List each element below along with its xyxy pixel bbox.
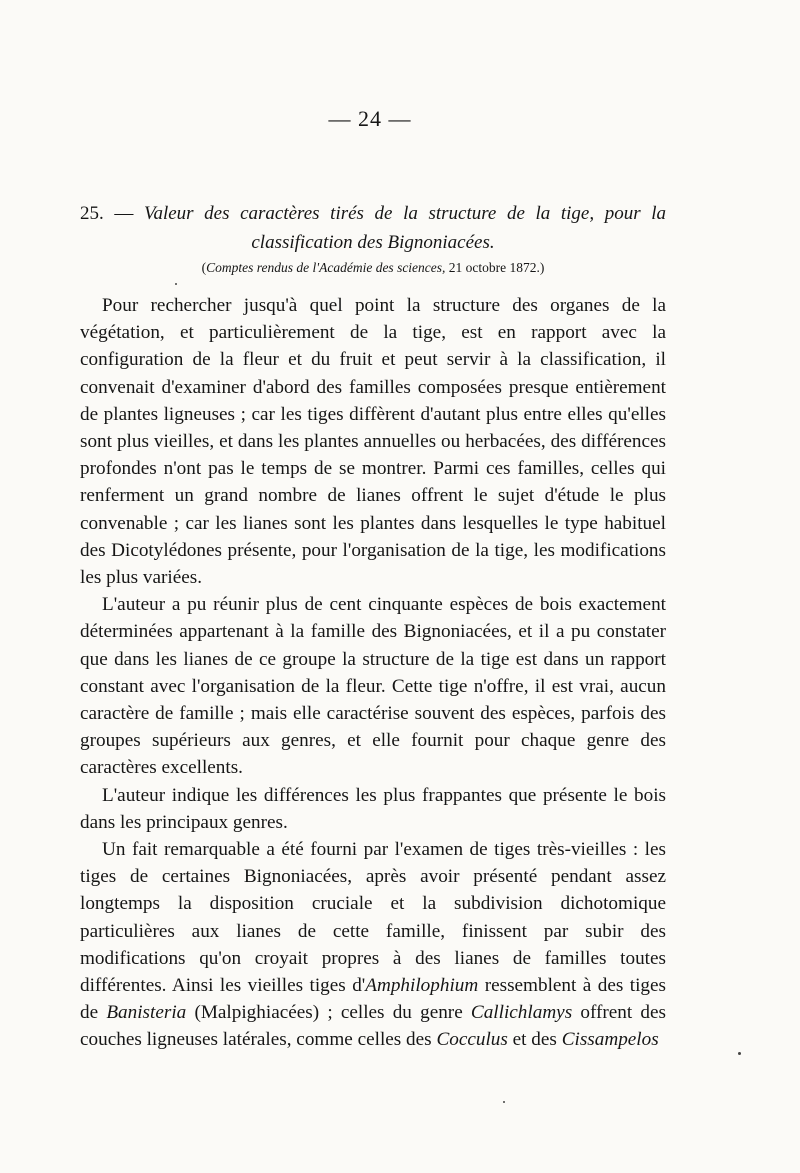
- article-heading: [80, 199, 666, 257]
- page-number: — 24 —: [328, 106, 412, 131]
- paragraph-4-text: (Malpighiacées) ; celles du genre: [186, 1002, 471, 1024]
- source-date: 21 octobre 1872.: [445, 260, 540, 275]
- source-open-paren: (: [201, 260, 207, 275]
- article-number: 25.: [80, 203, 104, 224]
- paragraph-4: [80, 836, 666, 1054]
- paper-speck: [175, 283, 177, 285]
- source-reference: [0, 260, 746, 276]
- paragraph-4-text: et des: [507, 1029, 562, 1051]
- genus-banisteria: Banisteria: [106, 1002, 187, 1024]
- genus-cocculus: Cocculus: [436, 1029, 508, 1051]
- genus-callichlamys: Callichlamys: [470, 1002, 573, 1024]
- article-title: Valeur des caractères tirés de la structure de la tige, pour la classification des Bignoniacées.: [143, 203, 666, 253]
- paragraph-4-text: ressemblent à des tiges de: [80, 975, 666, 1024]
- paragraph-2: L'auteur a pu réunir plus de cent cinquante espèces de bois exactement déterminées appartenant à la famille des Bignoniacées, et il a pu constater que dans les lianes de ce groupe la structure de la tige est dans un rapport constant avec l'organisation de la fleur. Cette tige n'offre, il est vrai, aucun caractère de famille ; mais elle caractérise souvent des espèces, parfois des groupes supérieurs aux genres, et elle fournit pour chaque genre des caractères excellents.: [80, 594, 666, 779]
- paper-speck: [503, 1101, 505, 1103]
- paragraph-1: Pour rechercher jusqu'à quel point la structure des organes de la végétation, et particulièrement de la tige, est en rapport avec la configuration de la fleur et du fruit et peut servir à la classification, il convenait d'examiner d'abord des familles composées presque entièrement de plantes ligneuses ; car les tiges diffèrent d'autant plus entre elles qu'elles sont plus vieilles, et dans les plantes annuelles ou herbacées, des différences profondes n'ont pas le temps de se montrer. Parmi ces familles, celles qui renferment un grand nombre de lianes offrent le sujet d'étude le plus convenable ; car les lianes sont les plantes dans lesquelles le type habituel des Dicotylédones présente, pour l'organisation de la tige, les modifications les plus variées.: [80, 295, 666, 589]
- paragraph-3: L'auteur indique les différences les plus frappantes que présente le bois dans les principaux genres.: [80, 784, 666, 833]
- article-body: [80, 292, 666, 1054]
- paper-speck: [738, 1052, 741, 1055]
- genus-cissampelos: Cissampelos: [561, 1029, 659, 1051]
- genus-amphilophium: Amphilophium: [365, 975, 479, 997]
- source-close-paren: ): [539, 260, 545, 275]
- heading-dash: —: [103, 203, 144, 224]
- paragraph-4-text: Un fait remarquable a été fourni par l'examen de tiges très-vieilles : les tiges de certaines Bignoniacées, après avoir présenté pendant assez longtemps la disposition cruciale et la subdivision dichotomique particulières aux lianes de cette famille, finissent par subir des modifications qu'on croyait propres à des lianes de familles toutes différentes. Ainsi les vieilles tiges d': [80, 839, 666, 997]
- paragraph-4-text: offrent des couches ligneuses latérales, comme celles des: [80, 1002, 666, 1051]
- source-title: Comptes rendus de l'Académie des sciences,: [206, 260, 446, 275]
